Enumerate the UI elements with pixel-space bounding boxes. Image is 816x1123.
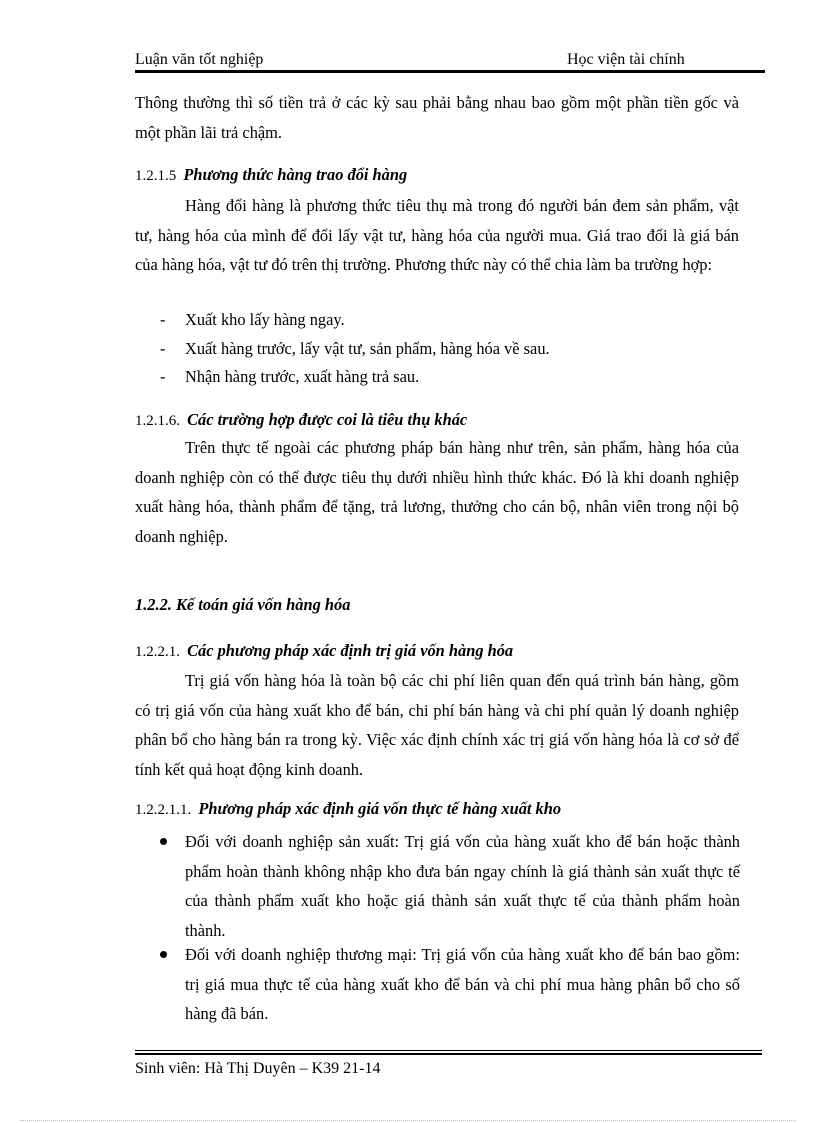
dash-marker: - bbox=[160, 310, 166, 329]
heading-1-2-2: 1.2.2. Kế toán giá vốn hàng hóa bbox=[135, 595, 351, 614]
heading-number: 1.2.1.5 bbox=[135, 168, 177, 184]
footer-rule bbox=[135, 1053, 762, 1055]
heading-title: Phương pháp xác định giá vốn thực tế hàng xuất kho bbox=[198, 799, 562, 818]
bullet-dot-icon bbox=[160, 838, 167, 845]
heading-1-2-2-1 bbox=[135, 640, 745, 663]
list-item bbox=[135, 305, 745, 335]
dash-marker: - bbox=[160, 367, 166, 386]
list-item-text: Xuất hàng trước, lấy vật tư, sản phẩm, hàng hóa về sau. bbox=[185, 339, 550, 358]
list-item bbox=[135, 362, 745, 392]
heading-number: 1.2.1.6. bbox=[135, 413, 180, 429]
heading-number: 1.2.2.1. bbox=[135, 644, 180, 660]
bullet-dot-icon bbox=[160, 951, 167, 958]
list-item-text: Xuất kho lấy hàng ngay. bbox=[185, 310, 345, 329]
bullet-item bbox=[160, 940, 740, 1029]
heading-title: Phương thức hàng trao đổi hàng bbox=[183, 165, 408, 184]
heading-1-2-2-1-1 bbox=[135, 798, 745, 821]
dash-marker: - bbox=[160, 339, 166, 358]
footer-rule bbox=[135, 1050, 762, 1051]
header-rule bbox=[135, 70, 765, 73]
heading-1-2-1-6 bbox=[135, 409, 745, 432]
intro-paragraph: Thông thường thì số tiền trả ở các kỳ sau phải bằng nhau bao gồm một phần tiền gốc và một phần lãi trả chậm. bbox=[135, 93, 739, 142]
header-right: Học viện tài chính bbox=[567, 51, 685, 68]
paragraph-1-2-1-5: Hàng đổi hàng là phương thức tiêu thụ mà trong đó người bán đem sản phẩm, vật tư, hàng hóa của mình để đổi lấy vật tư, hàng hóa của người mua. Giá trao đổi là giá bán của hàng hóa, vật tư đó trên thị trường. Phương thức này có thể chia làm ba trường hợp: bbox=[135, 196, 739, 274]
heading-title: Các phương pháp xác định trị giá vốn hàng hóa bbox=[187, 641, 514, 660]
heading-title: Các trường hợp được coi là tiêu thụ khác bbox=[187, 410, 468, 429]
bullet-item bbox=[160, 827, 740, 945]
bullet-text: Đối với doanh nghiệp thương mại: Trị giá vốn của hàng xuất kho để bán bao gồm: trị giá mua thực tế của hàng xuất kho để bán và chi phí mua hàng phân bổ cho số hàng đã bán. bbox=[185, 945, 740, 1023]
list-item bbox=[135, 334, 745, 364]
heading-number: 1.2.2.1.1. bbox=[135, 802, 192, 818]
list-item-text: Nhận hàng trước, xuất hàng trả sau. bbox=[185, 367, 420, 386]
heading-1-2-1-5 bbox=[135, 164, 745, 187]
footer-text: Sinh viên: Hà Thị Duyên – K39 21-14 bbox=[135, 1060, 381, 1077]
header-left: Luận văn tốt nghiệp bbox=[135, 51, 264, 68]
paragraph-1-2-1-6: Trên thực tế ngoài các phương pháp bán hàng như trên, sản phẩm, hàng hóa của doanh nghiệp còn có thể được tiêu thụ dưới nhiều hình thức khác. Đó là khi doanh nghiệp xuất hàng hóa, thành phẩm để tặng, trả lương, thưởng cho cán bộ, nhân viên trong nội bộ doanh nghiệp. bbox=[135, 438, 739, 546]
paragraph-1-2-2-1: Trị giá vốn hàng hóa là toàn bộ các chi phí liên quan đến quá trình bán hàng, gồm có trị giá vốn của hàng xuất kho để bán, chi phí bán hàng và chi phí quản lý doanh nghiệp phân bổ cho hàng bán ra trong kỳ. Việc xác định chính xác trị giá vốn hàng hóa là cơ sở để tính kết quả hoạt động kinh doanh. bbox=[135, 671, 739, 779]
page-bottom-border bbox=[20, 1120, 796, 1121]
bullet-text: Đối với doanh nghiệp sản xuất: Trị giá vốn của hàng xuất kho để bán hoặc thành phẩm hoàn thành không nhập kho đưa bán ngay chính là giá thành sản xuất thực tế của thành phẩm xuất kho hoặc giá thành sản xuất thực tế của thành phẩm hoàn thành. bbox=[185, 832, 740, 940]
